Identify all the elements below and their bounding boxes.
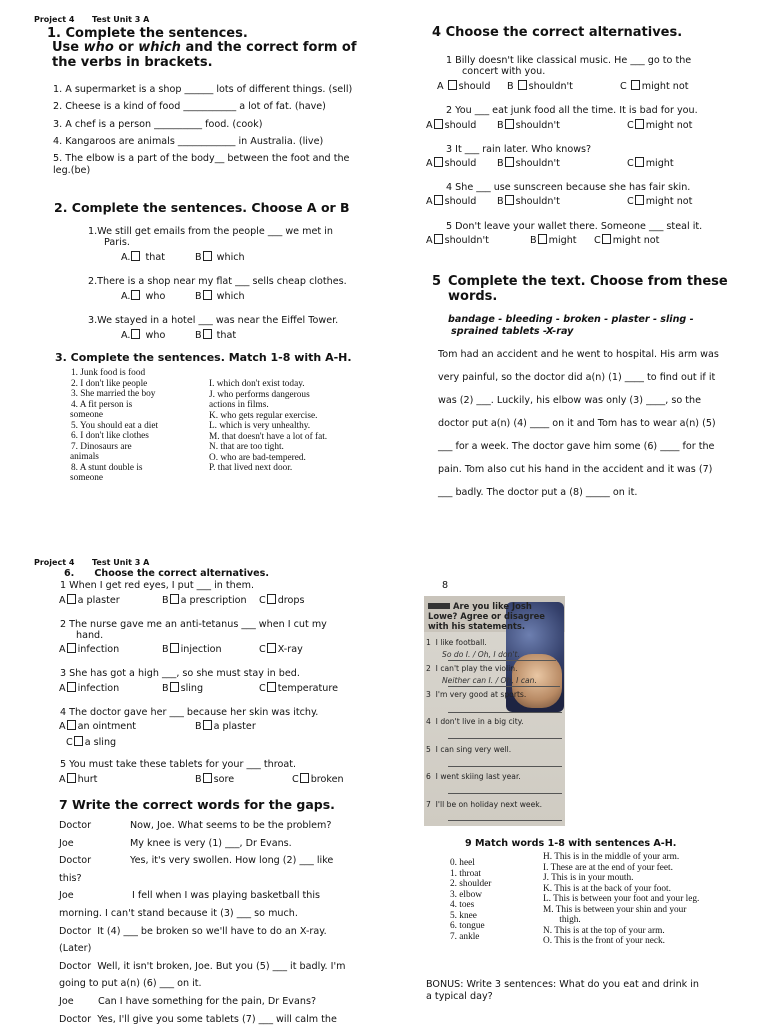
s5-line: ___ for a week. The doctor gave him some (6) ____ for the [438, 441, 715, 452]
s9-right-item: I. These are at the end of your feet. [543, 862, 673, 873]
s4-q1-option-a[interactable]: A should [437, 81, 491, 92]
s8-item-4: 4 I don't live in a big city. [426, 717, 524, 726]
checkbox-icon[interactable] [131, 290, 140, 300]
checkbox-icon[interactable] [131, 329, 140, 339]
s2-question-3: 3.We stayed in a hotel ___ was near the Eiffel Tower. [88, 315, 339, 326]
s4-q3-option-c[interactable]: C might [627, 158, 674, 169]
checkbox-icon[interactable] [67, 720, 76, 730]
s6-question-2: 2 The nurse gave me an anti-tetanus ___ when I cut my [60, 619, 327, 630]
s5-line: ___ badly. The doctor put a (8) _____ on it. [438, 487, 638, 498]
checkbox-icon[interactable] [67, 643, 76, 653]
s5-title: Complete the text. Choose from these [448, 274, 728, 289]
s7-line: Doctor It (4) ___ be broken so we'll have to do an X-ray. [59, 925, 327, 937]
bonus-question: BONUS: Write 3 sentences: What do you eat and drink in [426, 979, 700, 990]
s9-title: 9 Match words 1-8 with sentences A-H. [465, 838, 677, 849]
s3-left-item: someone [70, 410, 104, 420]
s3-right-item: N. that are too tight. [209, 442, 284, 452]
checkbox-icon[interactable] [518, 80, 527, 90]
s6-q4-option-c[interactable]: C a sling [66, 737, 117, 748]
s4-q2-option-a[interactable]: A should [426, 120, 477, 131]
s5-number: 5 [432, 274, 442, 289]
checkbox-icon[interactable] [267, 594, 276, 604]
s3-left-item: 3. She married the boy [71, 389, 156, 399]
s6-q5-option-b[interactable]: B sore [195, 774, 235, 785]
s4-q1-option-c[interactable]: C might not [620, 81, 689, 92]
s6-q4-option-a[interactable]: A an ointment [59, 721, 137, 732]
s5-line: doctor put a(n) (4) ____ on it and Tom has to wear a(n) (5) [438, 418, 716, 429]
s6-q3-option-c[interactable]: C temperature [259, 683, 339, 694]
s3-left-item: 8. A stunt double is [71, 462, 143, 473]
s9-left-item: 7. ankle [450, 931, 480, 942]
s3-right-item: I. which don't exist today. [209, 379, 305, 389]
checkbox-icon[interactable] [131, 251, 140, 261]
s4-q2-option-c[interactable]: C might not [627, 120, 693, 131]
s1-instruction-2: the verbs in brackets. [52, 55, 213, 70]
s4-question-4: 4 She ___ use sunscreen because she has fair skin. [446, 182, 691, 193]
s8-item-6: 6 I went skiing last year. [426, 772, 521, 781]
s3-left-item: 2. I don't like people [71, 378, 148, 389]
s1-item: 3. A chef is a person __________ food. (cook) [53, 119, 263, 130]
checkbox-icon[interactable] [203, 329, 212, 339]
checkbox-icon[interactable] [203, 290, 212, 300]
checkbox-icon[interactable] [635, 157, 644, 167]
s4-q4-option-a[interactable]: A should [426, 196, 477, 207]
s9-right-item: L. This is between your foot and your leg. [543, 894, 700, 904]
s8-title-line-3: with his statements. [428, 621, 526, 631]
s1-instruction: Use who or which and the correct form of [52, 40, 357, 55]
s8-item-1: 1 I like football. [426, 638, 487, 647]
s3-left-item: someone [70, 473, 104, 483]
s4-q1-option-b[interactable]: B shouldn't [507, 81, 573, 92]
s6-q4-option-b[interactable]: B a plaster [195, 721, 256, 732]
s7-line: morning. I can't stand because it (3) ___ so much. [59, 907, 298, 919]
s4-q5-option-a[interactable]: A shouldn't [426, 235, 489, 246]
s3-left-item: 7. Dinosaurs are [71, 441, 132, 452]
s4-question-3: 3 It ___ rain later. Who knows? [446, 144, 592, 155]
header-test: Test Unit 3 A [92, 15, 150, 24]
s4-q5-option-c[interactable]: C might not [594, 235, 660, 246]
bonus-question-2: a typical day? [426, 991, 493, 1002]
checkbox-icon[interactable] [448, 80, 457, 90]
s4-question-1: 1 Billy doesn't like classical music. He ___ go to the [446, 55, 692, 66]
checkbox-icon[interactable] [267, 643, 276, 653]
s3-right-item: M. that doesn't have a lot of fat. [209, 431, 328, 442]
s6-question-1: 1 When I get red eyes, I put ___ in them. [60, 580, 255, 591]
s9-left-item: 6. tongue [450, 921, 485, 931]
s3-left-item: 5. You should eat a diet [71, 420, 159, 431]
s3-right-item: K. who gets regular exercise. [209, 410, 318, 421]
s3-left-item: 4. A fit person is [71, 399, 133, 410]
s8-answer-2: Neither can I. / Oh, I can. [442, 676, 537, 685]
s3-left-item: 6. I don't like clothes [71, 431, 149, 441]
s9-right-item: K. This is at the back of your foot. [543, 883, 671, 894]
s7-line: Joe I fell when I was playing basketball this [59, 890, 321, 902]
s8-number: 8 [442, 580, 449, 591]
s8-item-3: 3 I'm very good at sports. [426, 690, 527, 699]
s6-q1-option-a[interactable]: A a plaster [59, 595, 120, 606]
s9-left-item: 5. knee [450, 910, 477, 921]
s3-right-item: L. which is very unhealthy. [209, 421, 311, 431]
s1-item: 1. A supermarket is a shop ______ lots of different things. (sell) [53, 84, 353, 95]
checkbox-icon[interactable] [67, 773, 76, 783]
s4-q4-option-c[interactable]: C might not [627, 196, 693, 207]
s2-q3-option-b[interactable]: B that [195, 330, 237, 341]
s8-title-line-1: Are you like Josh [428, 602, 532, 611]
s6-q1-option-c[interactable]: C drops [259, 595, 305, 606]
s2-q1-option-a[interactable]: A. that [121, 252, 165, 263]
s9-left-item: 0. heel [450, 858, 475, 868]
s2-question-2: 2.There is a shop near my flat ___ sells cheap clothes. [88, 276, 347, 287]
s5-line: very painful, so the doctor did a(n) (1) ____ to find out if it [438, 372, 716, 383]
header-project-2: Project 4 [34, 558, 75, 567]
s4-q3-option-b[interactable]: B shouldn't [497, 158, 560, 169]
checkbox-icon[interactable] [505, 157, 514, 167]
s6-q5-option-c[interactable]: C broken [292, 774, 344, 785]
s1-item: leg.(be) [53, 165, 91, 176]
checkbox-icon[interactable] [67, 594, 76, 604]
s9-right-item: H. This is in the middle of your arm. [543, 852, 680, 862]
checkbox-icon[interactable] [203, 720, 212, 730]
s9-left-item: 1. throat [450, 868, 481, 879]
s3-left-list [71, 368, 211, 484]
s1-item: 5. The elbow is a part of the body__ between the foot and the [53, 153, 350, 164]
s6-question-4: 4 The doctor gave her ___ because her skin was itchy. [60, 707, 319, 718]
s5-line: Tom had an accident and he went to hospital. His arm was [438, 349, 719, 360]
s7-line: going to put a(n) (6) ___ on it. [59, 978, 202, 990]
checkbox-icon[interactable] [635, 195, 644, 205]
checkbox-icon[interactable] [203, 251, 212, 261]
s2-question-1: 1.We still get emails from the people ___ we met in [88, 226, 333, 237]
s1-item: 2. Cheese is a kind of food ___________ a lot of fat. (have) [53, 101, 326, 112]
s3-right-item: P. that lived next door. [209, 463, 293, 473]
s9-right-item: M. This is between your shin and your [543, 904, 687, 915]
s1-title: 1. Complete the sentences. [47, 26, 248, 41]
checkbox-icon[interactable] [170, 594, 179, 604]
s6-q1-option-b[interactable]: B a prescription [162, 595, 247, 606]
header-project: Project 4 [34, 15, 75, 24]
checkbox-icon[interactable] [300, 773, 309, 783]
s7-line: Doctor Well, it isn't broken, Joe. But you (5) ___ it badly. I'm [59, 960, 346, 972]
s5-word-bank-2: sprained tablets -X-ray [451, 326, 574, 337]
s8-item-7: 7 I'll be on holiday next week. [426, 800, 543, 809]
s3-title: 3. Complete the sentences. Match 1-8 with A-H. [55, 351, 352, 364]
s2-question-1-cont: Paris. [104, 237, 130, 248]
s4-q4-option-b[interactable]: B shouldn't [497, 196, 560, 207]
s6-question-3: 3 She has got a high ___, so she must stay in bed. [60, 668, 300, 679]
s4-q3-option-a[interactable]: A should [426, 158, 477, 169]
s6-q3-option-a[interactable]: A infection [59, 683, 120, 694]
s9-left-item: 2. shoulder [450, 879, 492, 889]
s7-line: Doctor Yes, it's very swollen. How long (2) ___ like [59, 855, 334, 867]
s8-answer-1: So do I. / Oh, I don't. [442, 650, 520, 659]
s2-q2-option-a[interactable]: A. who [121, 291, 166, 302]
textbook-photo [424, 596, 565, 826]
s7-line: Doctor Now, Joe. What seems to be the problem? [59, 820, 332, 831]
s6-q2-option-a[interactable]: A infection [59, 644, 120, 655]
s9-left-item: 3. elbow [450, 889, 483, 900]
checkbox-icon[interactable] [434, 195, 443, 205]
s3-right-list [209, 379, 369, 474]
s9-right-item: thigh. [543, 915, 581, 925]
checkbox-icon[interactable] [631, 80, 640, 90]
header-test-2: Test Unit 3 A [92, 558, 150, 567]
s7-title: 7 Write the correct words for the gaps. [59, 797, 335, 812]
s2-q2-option-b[interactable]: B which [195, 291, 245, 302]
s9-right-item: O. This is the front of your neck. [543, 936, 665, 946]
s3-right-item: O. who are bad-tempered. [209, 452, 306, 463]
s2-q3-option-a[interactable]: A. who [121, 330, 166, 341]
checkbox-icon[interactable] [505, 195, 514, 205]
s2-title: 2. Complete the sentences. Choose A or B [54, 200, 350, 215]
checkbox-icon[interactable] [602, 234, 611, 244]
checkbox-icon[interactable] [170, 643, 179, 653]
s6-question-2-cont: hand. [76, 630, 104, 641]
s8-item-5: 5 I can sing very well. [426, 745, 512, 754]
checkbox-icon[interactable] [505, 119, 514, 129]
s6-title: 6. Choose the correct alternatives. [64, 568, 269, 579]
s9-right-item: J. This is in your mouth. [543, 873, 634, 883]
s7-line: Joe My knee is very (1) ___, Dr Evans. [59, 837, 292, 849]
section-marker-icon [428, 603, 450, 609]
s7-line: Doctor Yes, I'll give you some tablets (7) ___ will calm the [59, 1013, 337, 1025]
s4-q5-option-b[interactable]: B might [530, 235, 577, 246]
s6-q5-option-a[interactable]: A hurt [59, 774, 98, 785]
s3-left-item: animals [70, 452, 99, 462]
s4-question-1-cont: concert with you. [462, 66, 546, 77]
s6-q2-option-b[interactable]: B injection [162, 644, 222, 655]
checkbox-icon[interactable] [203, 773, 212, 783]
s5-line: was (2) ___. Luckily, his elbow was only (3) ____, so the [438, 395, 702, 406]
s5-text [438, 343, 719, 504]
checkbox-icon[interactable] [538, 234, 547, 244]
s7-line: (Later) [59, 943, 92, 955]
checkbox-icon[interactable] [434, 234, 443, 244]
s3-right-item: J. who performs dangerous [209, 389, 310, 400]
checkbox-icon[interactable] [434, 157, 443, 167]
s6-q3-option-b[interactable]: B sling [162, 683, 204, 694]
s9-right-list [543, 852, 743, 947]
checkbox-icon[interactable] [635, 119, 644, 129]
s3-right-item: actions in films. [209, 400, 269, 410]
s5-title-2: words. [448, 289, 498, 304]
s4-question-2: 2 You ___ eat junk food all the time. It is bad for you. [446, 105, 698, 116]
s9-left-list [450, 858, 491, 942]
s4-title: 4 Choose the correct alternatives. [432, 25, 683, 40]
s8-item-2: 2 I can't play the violin. [426, 664, 518, 673]
s7-line: this? [59, 872, 82, 884]
checkbox-icon[interactable] [434, 119, 443, 129]
s6-question-5: 5 You must take these tablets for your ___ throat. [60, 759, 297, 770]
s5-line: pain. Tom also cut his hand in the accident and it was (7) [438, 464, 713, 475]
s3-left-item: 1. Junk food is food [71, 368, 146, 378]
s4-question-5: 5 Don't leave your wallet there. Someone ___ steal it. [446, 221, 703, 232]
s4-q2-option-b[interactable]: B shouldn't [497, 120, 560, 131]
checkbox-icon[interactable] [267, 682, 276, 692]
s8-title-line-2: Lowe? Agree or disagree [428, 611, 545, 621]
s7-line: Joe Can I have something for the pain, Dr Evans? [59, 995, 317, 1007]
checkbox-icon[interactable] [67, 682, 76, 692]
checkbox-icon[interactable] [74, 736, 83, 746]
s7-dialogue [59, 817, 389, 1028]
s9-left-item: 4. toes [450, 900, 475, 910]
s9-right-item: N. This is at the top of your arm. [543, 925, 665, 936]
s6-q2-option-c[interactable]: C X-ray [259, 644, 303, 655]
s5-word-bank: bandage - bleeding - broken - plaster - sling - [448, 314, 694, 325]
s2-q1-option-b[interactable]: B which [195, 252, 245, 263]
s1-item: 4. Kangaroos are animals ____________ in Australia. (live) [53, 136, 324, 147]
checkbox-icon[interactable] [170, 682, 179, 692]
